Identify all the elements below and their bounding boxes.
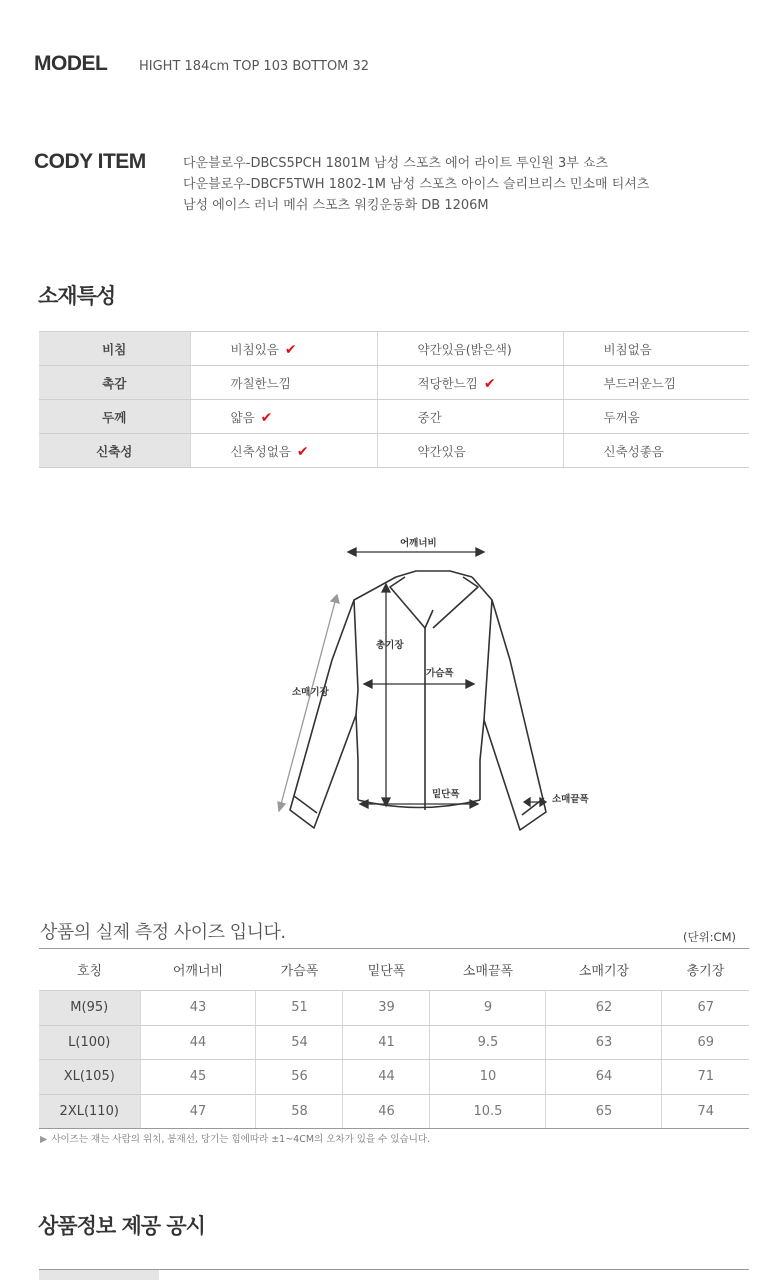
size-cell: 39 — [343, 991, 430, 1026]
model-row — [34, 52, 369, 76]
material-table — [39, 331, 749, 468]
size-table-header-row — [39, 949, 749, 991]
material-row — [39, 366, 749, 400]
size-column-header: 소매기장 — [546, 949, 662, 991]
material-option — [377, 366, 563, 400]
size-cell: 62 — [546, 991, 662, 1026]
size-column-header: 가슴폭 — [256, 949, 343, 991]
model-value: HIGHT 184cm TOP 103 BOTTOM 32 — [139, 59, 370, 74]
size-cell: 64 — [546, 1060, 662, 1095]
material-title: 소재특성 — [38, 284, 116, 308]
size-diagram — [270, 530, 600, 840]
material-row — [39, 434, 749, 468]
cody-label: CODY ITEM — [34, 150, 146, 173]
cody-item[interactable]: 다운블로우-DBCS5PCH 1801M 남성 스포츠 에어 라이트 투인원 3부 쇼츠 — [183, 156, 609, 171]
cody-item-list — [183, 150, 649, 216]
size-cell: 51 — [256, 991, 343, 1026]
material-option-label: 비침없음 — [603, 341, 652, 357]
size-column-header: 소매끝폭 — [430, 949, 546, 991]
diagram-label-total-length: 총기장 — [376, 640, 404, 651]
size-cell: 71 — [662, 1060, 749, 1095]
material-option-label: 얇음 — [230, 409, 255, 425]
material-option-label: 비침있음 — [230, 341, 279, 357]
cody-item[interactable]: 다운블로우-DBCF5TWH 1802-1M 남성 스포츠 아이스 슬리브리스 민소매 티셔츠 — [183, 177, 650, 192]
table-row — [39, 1094, 749, 1129]
checkmark-icon: ✔ — [296, 443, 309, 460]
size-note-text: 사이즈는 재는 사람의 위치, 봉재선, 당기는 힘에따라 ±1~4CM의 오차가 있을 수 있습니다. — [51, 1134, 431, 1145]
material-option — [563, 400, 749, 434]
checkmark-icon: ✔ — [284, 341, 297, 358]
shirt-outline — [290, 571, 546, 830]
material-row-label: 비침 — [39, 332, 190, 366]
size-cell: 45 — [140, 1060, 256, 1095]
checkmark-icon: ✔ — [260, 409, 273, 426]
size-cell: 54 — [256, 1025, 343, 1060]
material-option — [563, 434, 749, 468]
material-row — [39, 332, 749, 366]
size-unit: (단위:CM) — [682, 930, 736, 944]
size-cell: 56 — [256, 1060, 343, 1095]
checkmark-icon: ✔ — [483, 375, 496, 392]
size-cell: 10.5 — [430, 1094, 546, 1129]
material-option — [377, 400, 563, 434]
size-note — [40, 1131, 430, 1145]
size-row-label: 2XL(110) — [39, 1094, 140, 1129]
material-option — [377, 434, 563, 468]
sleeve-length-line — [278, 595, 339, 811]
material-option — [563, 332, 749, 366]
size-cell: 41 — [343, 1025, 430, 1060]
material-option-label: 약간있음(밝은색) — [417, 341, 512, 357]
diagram-label-chest: 가슴폭 — [426, 668, 454, 679]
size-row-label: L(100) — [39, 1025, 140, 1060]
material-option-label: 약간있음 — [417, 443, 466, 459]
material-option-label: 두꺼움 — [603, 409, 640, 425]
size-cell: 10 — [430, 1060, 546, 1095]
material-row-label: 신축성 — [39, 434, 190, 468]
cody-item[interactable]: 남성 에이스 러너 메쉬 스포츠 워킹운동화 DB 1206M — [183, 198, 489, 213]
material-option-label: 신축성없음 — [230, 443, 291, 459]
size-cell: 46 — [343, 1094, 430, 1129]
material-option — [190, 332, 377, 366]
size-column-header: 밑단폭 — [343, 949, 430, 991]
size-cell: 65 — [546, 1094, 662, 1129]
material-row-label: 촉감 — [39, 366, 190, 400]
table-row — [39, 991, 749, 1026]
product-info-table-header-cell — [39, 1270, 159, 1280]
triangle-bullet-icon: ▶ — [40, 1134, 48, 1145]
size-caption: 상품의 실제 측정 사이즈 입니다. — [40, 922, 286, 943]
size-cell: 67 — [662, 991, 749, 1026]
material-row-label: 두께 — [39, 400, 190, 434]
size-column-header: 호칭 — [39, 949, 140, 991]
size-cell: 69 — [662, 1025, 749, 1060]
material-option-label: 까칠한느낌 — [230, 375, 291, 391]
diagram-label-shoulder: 어깨너비 — [400, 538, 437, 549]
size-cell: 44 — [140, 1025, 256, 1060]
model-label: MODEL — [34, 52, 108, 75]
size-table — [39, 948, 749, 1129]
size-cell: 74 — [662, 1094, 749, 1129]
size-column-header: 총기장 — [662, 949, 749, 991]
shirt-diagram-svg — [270, 530, 600, 840]
material-option-label: 중간 — [417, 409, 442, 425]
size-cell: 47 — [140, 1094, 256, 1129]
material-option — [190, 434, 377, 468]
diagram-label-sleeve-length: 소매기장 — [292, 687, 329, 698]
material-option — [190, 400, 377, 434]
diagram-label-cuff: 소매끝폭 — [552, 794, 589, 805]
material-option — [563, 366, 749, 400]
product-info-table — [39, 1269, 749, 1280]
material-option-label: 신축성좋음 — [603, 443, 664, 459]
size-row-label: M(95) — [39, 991, 140, 1026]
product-info-title: 상품정보 제공 공시 — [38, 1214, 205, 1238]
size-cell: 44 — [343, 1060, 430, 1095]
material-row — [39, 400, 749, 434]
material-option-label: 적당한느낌 — [417, 375, 478, 391]
size-cell: 9.5 — [430, 1025, 546, 1060]
material-option — [377, 332, 563, 366]
size-cell: 58 — [256, 1094, 343, 1129]
material-option-label: 부드러운느낌 — [603, 375, 676, 391]
diagram-label-hem: 밑단폭 — [432, 789, 460, 800]
table-row — [39, 1025, 749, 1060]
cody-row — [34, 150, 649, 216]
material-option — [190, 366, 377, 400]
size-column-header: 어깨너비 — [140, 949, 256, 991]
table-row — [39, 1060, 749, 1095]
size-row-label: XL(105) — [39, 1060, 140, 1095]
size-cell: 43 — [140, 991, 256, 1026]
size-cell: 9 — [430, 991, 546, 1026]
size-cell: 63 — [546, 1025, 662, 1060]
